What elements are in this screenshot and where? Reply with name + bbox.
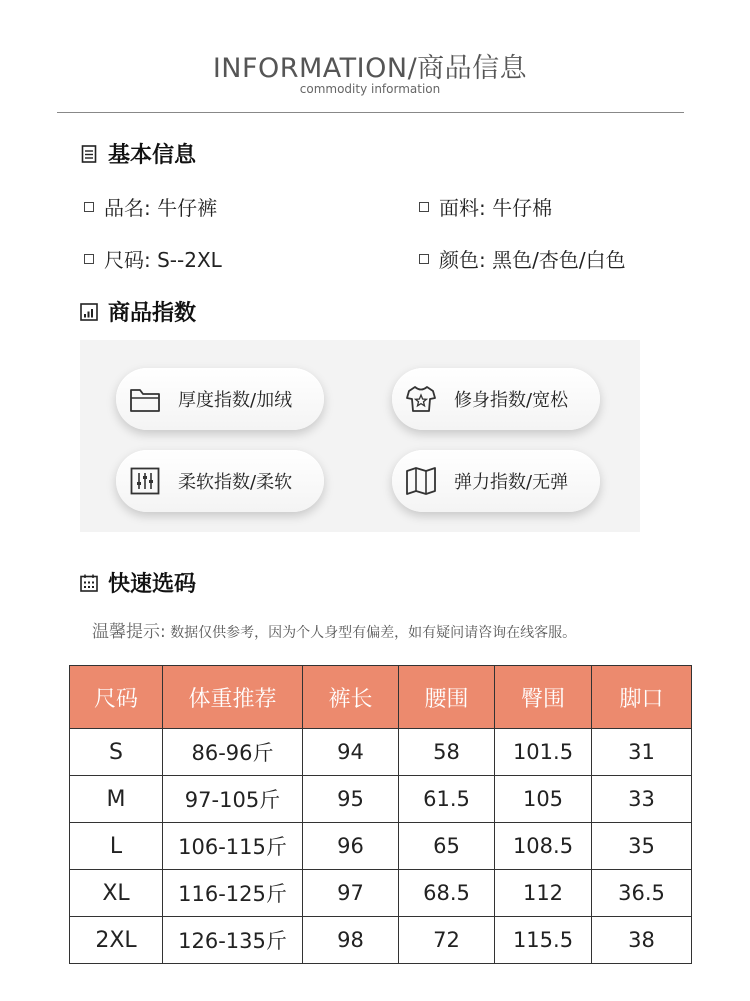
size-tip [92,617,576,642]
page-title: INFORMATION/商品信息 [212,53,528,84]
cell-length: 94 [303,729,399,776]
checkbox-icon [84,202,94,212]
section-title: 基本信息 [108,143,197,168]
header-weight: 体重推荐 [163,666,303,729]
info-label: 尺码: S--2XL [104,248,222,272]
tip-text: 数据仅供参考，因为个人身型有偏差，如有疑问请咨询在线客服。 [170,625,577,641]
cell-hip: 115.5 [495,917,592,964]
header-hip: 臀围 [495,666,592,729]
cell-weight: 86-96斤 [163,729,303,776]
cell-waist: 58 [399,729,495,776]
header-divider [57,112,684,113]
cell-waist: 61.5 [399,776,495,823]
cell-hem: 31 [592,729,692,776]
header-hem: 脚口 [592,666,692,729]
cell-length: 97 [303,870,399,917]
index-elasticity [392,450,600,512]
table-header-row [70,666,692,729]
table-row [70,823,692,870]
cell-hem: 38 [592,917,692,964]
index-thickness [116,368,324,430]
section-title: 快速选码 [108,572,197,597]
cell-hem: 36.5 [592,870,692,917]
cell-weight: 116-125斤 [163,870,303,917]
section-basic-info [80,138,196,169]
index-panel [80,340,640,532]
cell-hem: 35 [592,823,692,870]
size-table [69,665,692,964]
info-label: 品名: 牛仔裤 [104,196,218,220]
cell-hip: 112 [495,870,592,917]
sliders-icon [128,464,162,498]
cell-length: 95 [303,776,399,823]
header-size: 尺码 [70,666,163,729]
header-waist: 腰围 [399,666,495,729]
calendar-icon [80,574,98,592]
table-row [70,917,692,964]
map-fold-icon [404,464,438,498]
cell-size: 2XL [70,917,163,964]
table-row [70,776,692,823]
info-label: 颜色: 黑色/杏色/白色 [439,248,626,272]
info-size [84,244,222,273]
index-label: 厚度指数/加绒 [178,390,293,411]
section-title: 商品指数 [108,301,197,326]
chart-icon [80,303,98,321]
index-label: 弹力指数/无弹 [454,472,569,493]
section-product-index [80,296,196,327]
checkbox-icon [419,254,429,264]
info-fabric [419,192,552,221]
cell-weight: 126-135斤 [163,917,303,964]
cell-length: 98 [303,917,399,964]
tshirt-icon [404,382,438,416]
tip-label: 温馨提示: [92,622,166,642]
document-icon [80,145,98,163]
cell-hem: 33 [592,776,692,823]
index-label: 修身指数/宽松 [454,390,569,411]
cell-waist: 72 [399,917,495,964]
checkbox-icon [84,254,94,264]
table-row [70,870,692,917]
cell-hip: 108.5 [495,823,592,870]
cell-size: M [70,776,163,823]
cell-hip: 105 [495,776,592,823]
cell-weight: 106-115斤 [163,823,303,870]
cell-waist: 65 [399,823,495,870]
cell-size: L [70,823,163,870]
index-softness [116,450,324,512]
info-color [419,244,626,273]
cell-length: 96 [303,823,399,870]
cell-size: XL [70,870,163,917]
header-length: 裤长 [303,666,399,729]
index-fit [392,368,600,430]
folder-icon [128,382,162,416]
info-label: 面料: 牛仔棉 [439,196,553,220]
cell-hip: 101.5 [495,729,592,776]
page-subtitle: commodity information [299,82,441,96]
table-row [70,729,692,776]
checkbox-icon [419,202,429,212]
cell-waist: 68.5 [399,870,495,917]
cell-weight: 97-105斤 [163,776,303,823]
info-name [84,192,217,221]
section-quick-size [80,567,196,598]
index-label: 柔软指数/柔软 [178,472,293,493]
cell-size: S [70,729,163,776]
